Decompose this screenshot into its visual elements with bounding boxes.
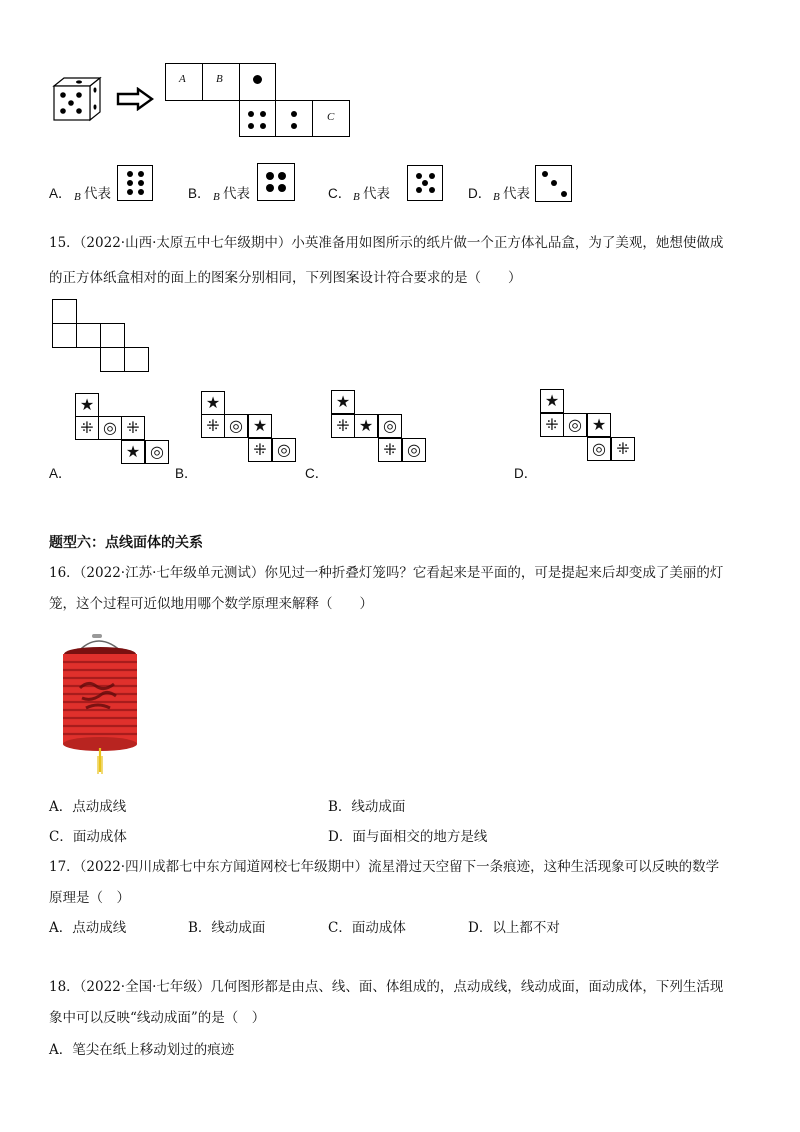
q17-line-2: 原理是（ ） [49, 890, 130, 906]
ring-icon: ◎ [224, 414, 248, 438]
q14-option-d-b: B [493, 191, 500, 203]
net-face-one-pip [239, 63, 276, 101]
q15-option-a-letter: A． [49, 466, 72, 481]
net-face-four-pips [239, 100, 276, 137]
q17-option-b: B．线动成面 [188, 920, 266, 936]
cross-icon: ⁜ [201, 414, 225, 438]
q14-option-c-five-pips [407, 165, 443, 201]
arrow-right-icon [116, 87, 154, 111]
q16-option-a: A．点动成线 [49, 799, 127, 815]
q14-option-a-suffix: 代表 [84, 186, 111, 202]
q17-option-d: D．以上都不对 [468, 920, 560, 936]
ring-icon: ◎ [563, 413, 587, 437]
q15-option-b-letter: B． [175, 466, 198, 481]
q18-line-1: 18．（2022·全国·七年级）几何图形都是由点、线、面、体组成的，点动成线，线动成面，面动成体，下列生活现 [49, 979, 724, 995]
q16-line-1: 16．（2022·江苏·七年级单元测试）你见过一种折叠灯笼吗？它看起来是平面的，可是提起来后却变成了美丽的灯 [49, 565, 724, 581]
q15-option-d-letter: D． [514, 466, 538, 481]
q16-line-2: 笼，这个过程可近似地用哪个数学原理来解释（ ） [49, 596, 373, 612]
star-icon: ★ [540, 389, 564, 413]
q14-option-c-b: B [353, 191, 360, 203]
die-3d-icon [52, 76, 102, 122]
net-face-two-pips [275, 100, 313, 137]
q15-line-2: 的正方体纸盒相对的面上的图案分别相同，下列图案设计符合要求的是（ ） [49, 270, 522, 286]
net-face-a [165, 63, 203, 101]
net-face-c [312, 100, 350, 137]
section-heading: 题型六：点线面体的关系 [49, 535, 203, 551]
q16-option-d: D．面与面相交的地方是线 [328, 829, 488, 845]
lantern-image [58, 632, 142, 776]
cross-icon: ⁜ [331, 414, 355, 438]
ring-icon: ◎ [587, 437, 611, 461]
q18-line-2: 象中可以反映“线动成面”的是（ ） [49, 1010, 266, 1026]
q14-option-b-four-pips [257, 163, 295, 201]
q14-option-a-letter: A． [49, 186, 72, 201]
ring-icon: ◎ [98, 416, 122, 440]
q16-option-c: C．面动成体 [49, 829, 127, 845]
star-icon: ★ [201, 391, 225, 415]
net-face-b-label: B [216, 73, 223, 85]
q14-option-a-b: B [74, 191, 81, 203]
q14-option-d-suffix: 代表 [503, 186, 530, 202]
q14-option-d-letter: D． [468, 186, 492, 201]
star-icon: ★ [248, 414, 272, 438]
star-icon: ★ [75, 393, 99, 417]
net-face-b [202, 63, 240, 101]
cross-icon: ⁜ [248, 438, 272, 462]
q18-option-a: A．笔尖在纸上移动划过的痕迹 [49, 1042, 235, 1058]
star-icon: ★ [121, 440, 145, 464]
q14-option-b-letter: B． [188, 186, 211, 201]
q14-option-c-letter: C． [328, 186, 352, 201]
ring-icon: ◎ [402, 438, 426, 462]
cross-icon: ⁜ [611, 437, 635, 461]
q17-option-a: A．点动成线 [49, 920, 127, 936]
ring-icon: ◎ [378, 414, 402, 438]
q15-line-1: 15．（2022·山西·太原五中七年级期中）小英准备用如图所示的纸片做一个正方体礼品盒，为了美观，她想使做成 [49, 235, 724, 251]
cross-icon: ⁜ [121, 416, 145, 440]
star-icon: ★ [587, 413, 611, 437]
q14-option-b-b: B [213, 191, 220, 203]
cross-icon: ⁜ [378, 438, 402, 462]
q16-option-b: B．线动成面 [328, 799, 406, 815]
q14-option-a-six-pips [117, 165, 153, 201]
net-face-c-label: C [327, 111, 335, 123]
q14-option-c-suffix: 代表 [363, 186, 390, 202]
net-face-a-label: A [179, 73, 186, 85]
ring-icon: ◎ [145, 440, 169, 464]
cross-icon: ⁜ [75, 416, 99, 440]
cross-icon: ⁜ [540, 413, 564, 437]
q17-option-c: C．面动成体 [328, 920, 406, 936]
star-icon: ★ [354, 414, 378, 438]
q17-line-1: 17．（2022·四川成都七中东方闻道网校七年级期中）流星滑过天空留下一条痕迹，这种生活现象可以反映的数学 [49, 859, 720, 875]
q14-option-b-suffix: 代表 [223, 186, 250, 202]
q14-option-d-three-pips [535, 165, 572, 202]
star-icon: ★ [331, 390, 355, 414]
q15-option-c-letter: C． [305, 466, 329, 481]
ring-icon: ◎ [272, 438, 296, 462]
